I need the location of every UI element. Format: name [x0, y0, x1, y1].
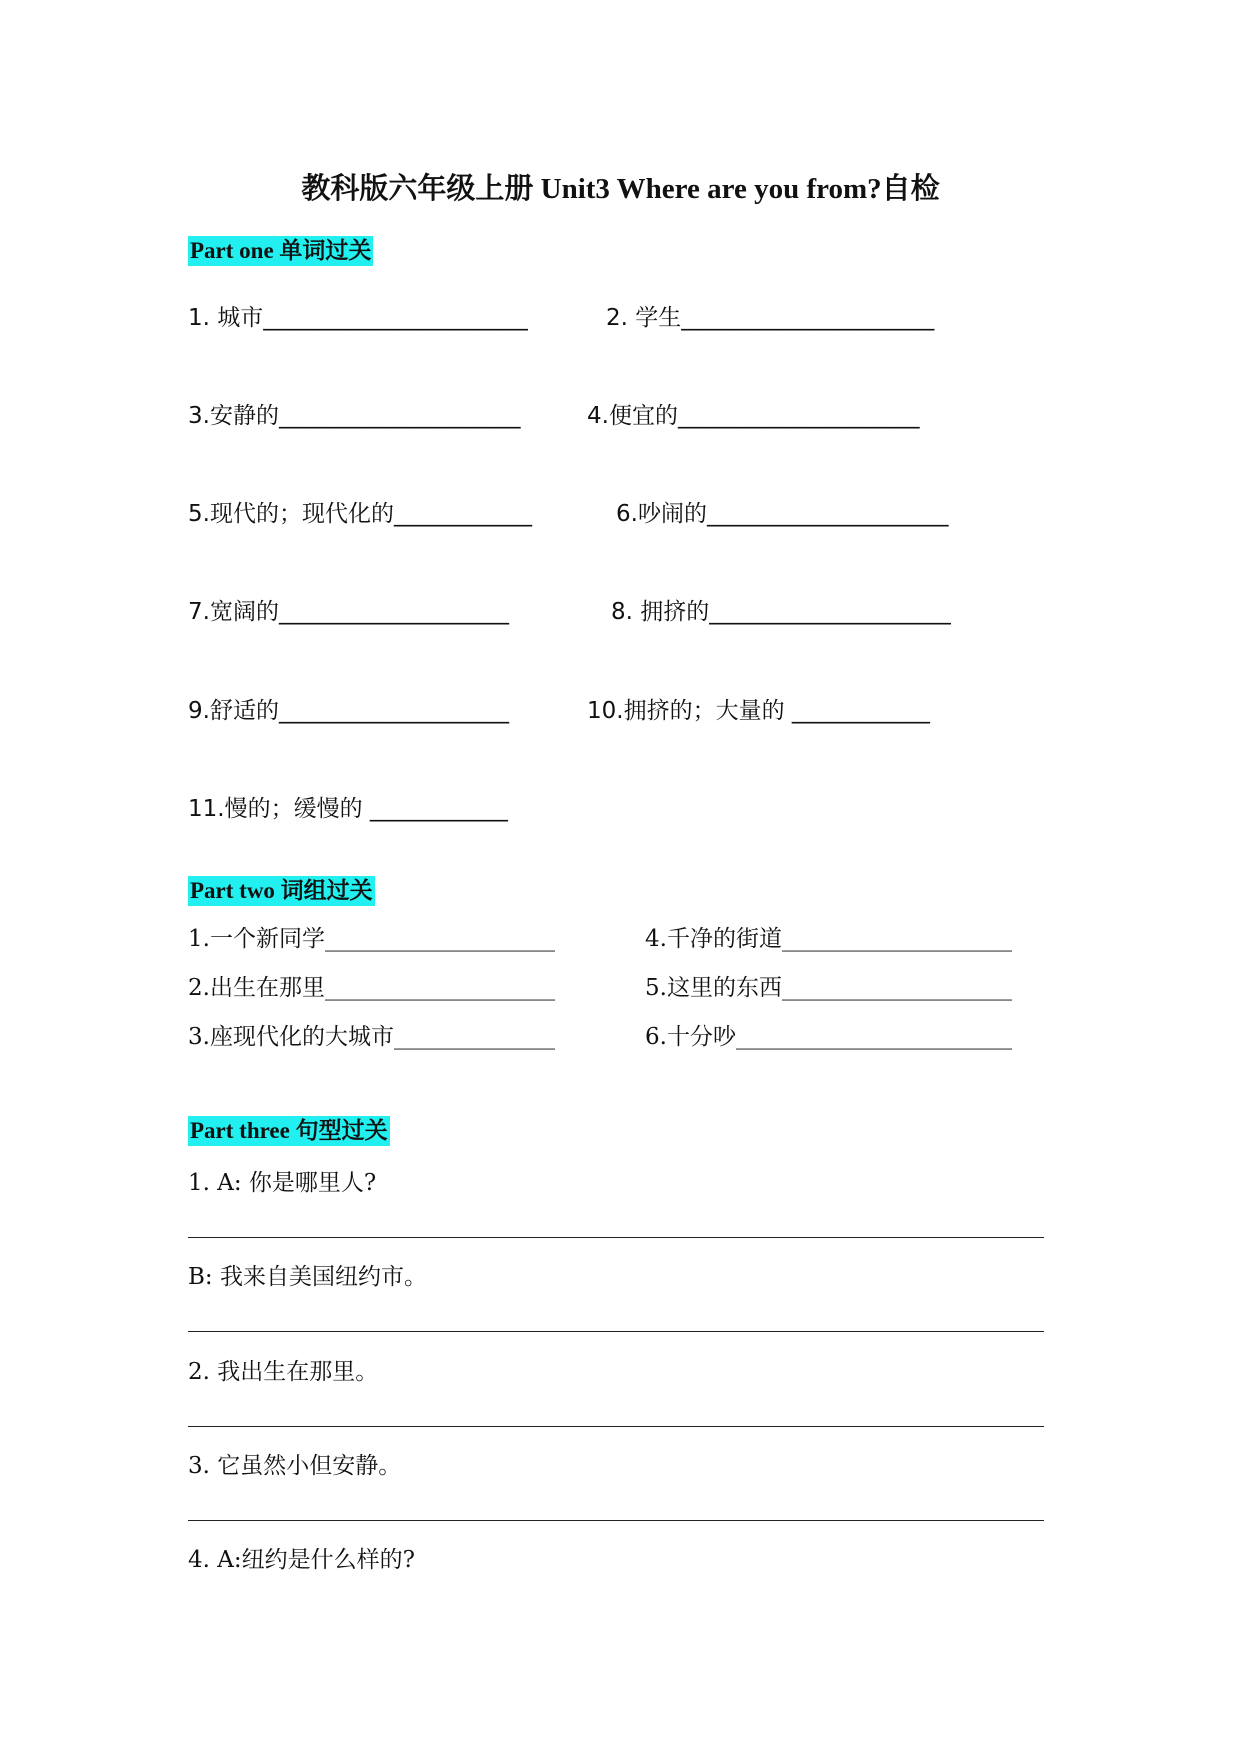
sentence-prompt-3: 3. 它虽然小但安静。: [188, 1453, 402, 1479]
vocab-item-5: 5.现代的；现代化的____________: [188, 501, 532, 527]
phrase-item-2: 2.出生在那里____________________: [188, 975, 555, 1001]
answer-line: [188, 1237, 1044, 1238]
vocab-item-10: 10.拥挤的；大量的 ____________: [587, 698, 930, 724]
vocab-item-11: 11.慢的；缓慢的 ____________: [188, 796, 508, 822]
sentence-prompt-4: 4. A:纽约是什么样的?: [188, 1547, 415, 1573]
sentence-prompt-1b: B: 我来自美国纽约市。: [188, 1264, 427, 1290]
vocab-item-4: 4.便宜的_____________________: [587, 403, 920, 429]
answer-line: [188, 1520, 1044, 1521]
vocab-item-9: 9.舒适的____________________: [188, 698, 509, 724]
answer-line: [188, 1426, 1044, 1427]
phrase-item-1: 1.一个新同学____________________: [188, 926, 555, 952]
part-two-header: Part two 词组过关: [188, 876, 375, 906]
worksheet-title: 教科版六年级上册 Unit3 Where are you from?自检: [301, 173, 940, 205]
phrase-item-6: 6.十分吵________________________: [645, 1024, 1012, 1050]
part-three-header: Part three 句型过关: [188, 1116, 390, 1146]
part-one-header: Part one 单词过关: [188, 236, 373, 266]
answer-line: [188, 1331, 1044, 1332]
vocab-item-3: 3.安静的_____________________: [188, 403, 521, 429]
phrase-item-4: 4.千净的街道____________________: [645, 926, 1012, 952]
vocab-item-6: 6.吵闹的_____________________: [616, 501, 949, 527]
vocab-item-1: 1. 城市_______________________: [188, 305, 528, 331]
vocab-item-2: 2. 学生______________________: [606, 305, 935, 331]
vocab-item-7: 7.宽阔的____________________: [188, 599, 509, 625]
sentence-prompt-1a: 1. A: 你是哪里人?: [188, 1170, 377, 1196]
phrase-item-5: 5.这里的东西____________________: [645, 975, 1012, 1001]
vocab-item-8: 8. 拥挤的_____________________: [611, 599, 951, 625]
phrase-item-3: 3.座现代化的大城市______________: [188, 1024, 555, 1050]
sentence-prompt-2: 2. 我出生在那里。: [188, 1359, 379, 1385]
